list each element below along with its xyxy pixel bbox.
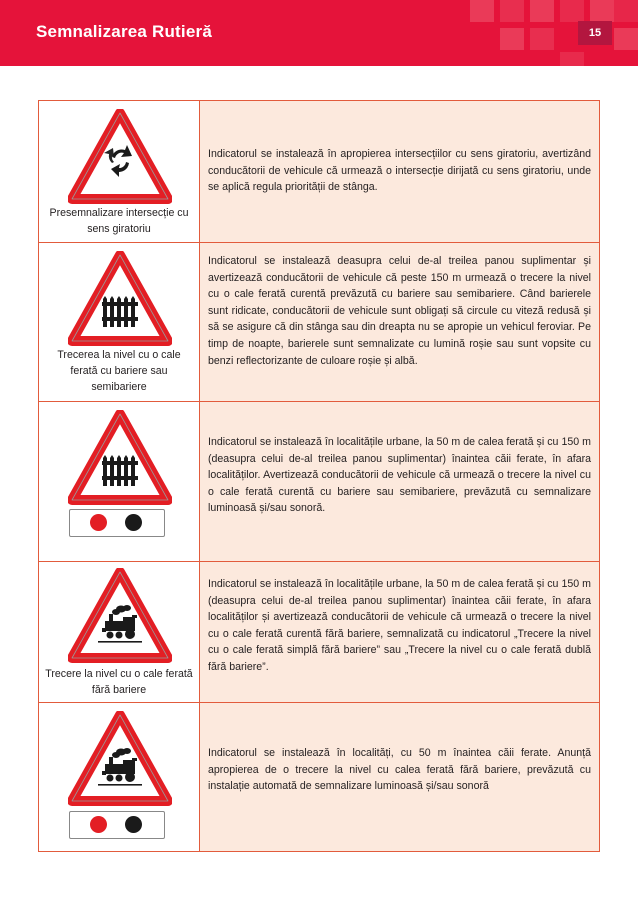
header-decoration (614, 0, 638, 22)
sign-caption: Presemnalizare intersecție cu sens giratoriu (49, 207, 189, 235)
sign-cell (39, 703, 200, 851)
header-decoration (590, 0, 614, 22)
sign-description: Indicatorul se instalează în apropierea intersecțiilor cu sens giratoriu, avertizând conducătorii de vehicule că urmează o intersecție dirijată cu sens giratoriu, unde se aplică regula priorității de stânga. (208, 148, 591, 194)
warning-triangle-sign (68, 711, 172, 807)
header-decoration (530, 0, 554, 22)
header-decoration (500, 0, 524, 22)
signal-lights-panel (69, 811, 165, 839)
page-header (0, 0, 638, 66)
description-cell (200, 101, 599, 242)
description-cell (200, 562, 599, 702)
signs-table (38, 100, 600, 852)
sign-cell (39, 101, 200, 242)
header-decoration (560, 0, 584, 22)
header-decoration (614, 28, 638, 50)
sign-caption: Trecere la nivel cu o cale ferată fără bariere (45, 668, 193, 696)
sign-description: Indicatorul se instalează în localitățile urbane, la 50 m de calea ferată și cu 150 m (deasupra celui de-al treilea panou suplimentar) înaintea căii ferate, în afara localităților și avertizează conducătorii de vehicule că urmează o trecere la nivel cu o cale ferată curentă fără bariere, semnalizată cu indicatorul „Trecere la nivel cu o cale ferată simplă fără bariere” sau „Trecere la nivel cu o cale ferată dublă fără bariere”. (208, 578, 591, 673)
table-row (39, 561, 599, 702)
warning-triangle-sign (68, 109, 172, 205)
sign-description: Indicatorul se instalează deasupra celui de-al treilea panou suplimentar și avertizează conducătorii de vehicule că peste 150 m urmează o trecere la nivel cu o cale ferată curentă prevăzută cu bariere sau semibariere. Când barierele sunt ridicate, conducătorii de vehicule sunt obligați să circule cu viteză redusă și să se asigure că din stânga sau din dreapta nu se apropie un vehicul feroviar. Pe timp de noapte, barierele sunt semnalizate cu lumină roșie sau sunt vopsite cu benzi reflectorizante de culoare roșie și albă. (208, 255, 591, 367)
warning-triangle-sign (68, 251, 172, 347)
page-title: Semnalizarea Rutieră (36, 22, 212, 41)
sign-cell (39, 562, 200, 702)
warning-triangle-sign (68, 410, 172, 506)
description-cell (200, 243, 599, 401)
header-decoration (500, 28, 524, 50)
description-cell (200, 703, 599, 851)
warning-triangle-sign (68, 568, 172, 664)
sign-cell (39, 402, 200, 561)
header-decoration (530, 28, 554, 50)
sign-cell (39, 243, 200, 401)
header-decoration (560, 52, 584, 66)
description-cell (200, 402, 599, 561)
table-row (39, 101, 599, 242)
sign-description: Indicatorul se instalează în localități, cu 50 m înaintea căii ferate. Anunță apropierea de o trecere la nivel cu calea ferată fără bariere, prevăzută cu instalație automată de semnalizare luminoasă și/sau sonoră (208, 747, 591, 793)
black-light-icon (125, 816, 142, 833)
red-light-icon (90, 816, 107, 833)
sign-caption: Trecerea la nivel cu o cale ferată cu bariere sau semibariere (57, 349, 181, 393)
sign-description: Indicatorul se instalează în localitățile urbane, la 50 m de calea ferată și cu 150 m (deasupra celui de-al treilea panou suplimentar) înaintea căii ferate, în afara localităților. Avertizează conducătorii de vehicule că urmează o trecere la nivel cu o cale ferată curentă cu bariere sau semibariere, prevăzută cu semnalizare luminoasă și/sau sonoră. (208, 436, 591, 515)
table-row (39, 242, 599, 401)
header-decoration (470, 0, 494, 22)
signal-lights-panel (69, 509, 165, 537)
red-light-icon (90, 514, 107, 531)
black-light-icon (125, 514, 142, 531)
table-row (39, 401, 599, 561)
page-number: 15 (578, 21, 612, 45)
table-row (39, 702, 599, 851)
